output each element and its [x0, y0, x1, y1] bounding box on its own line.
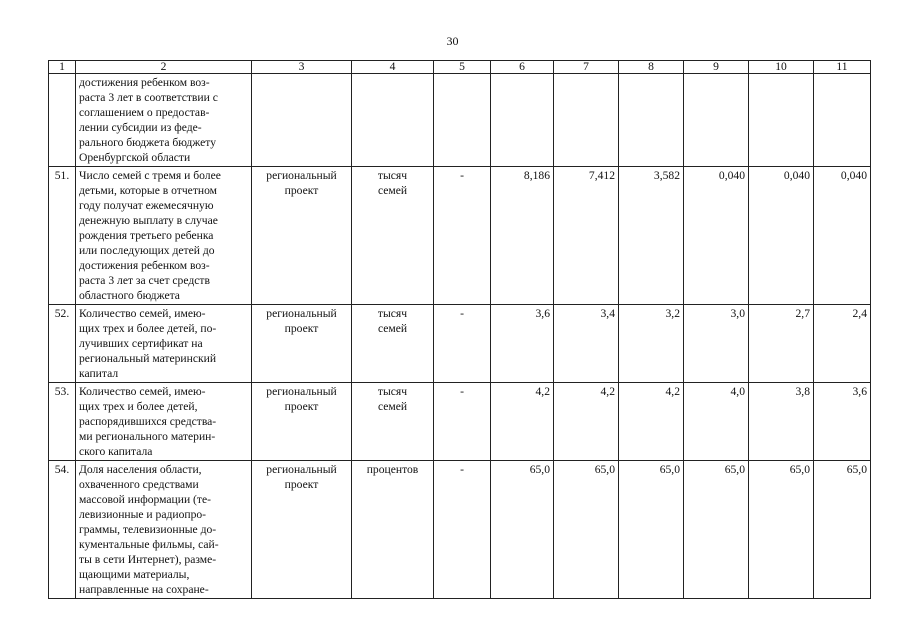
year-value-cell [684, 74, 749, 167]
base-value-cell [434, 74, 491, 167]
unit-line: семей [377, 184, 408, 197]
description-line: году получат ежемесячную [79, 199, 214, 212]
year-value-cell: 3,582 [619, 167, 684, 305]
description-line: лении субсидии из феде- [79, 121, 202, 134]
header-cell: 2 [76, 61, 252, 74]
source-line: региональный [266, 169, 337, 182]
source-line [255, 75, 348, 90]
year-value-cell: 65,0 [684, 461, 749, 599]
year-value-cell: 65,0 [491, 461, 554, 599]
row-number-cell: 54. [49, 461, 76, 599]
year-value-cell: 65,0 [619, 461, 684, 599]
year-value-cell: 3,8 [749, 383, 814, 461]
source-line: региональный [266, 385, 337, 398]
description-line: распорядившихся средства- [79, 415, 217, 428]
description-line: региональный материнский [79, 352, 217, 365]
row-number-cell [49, 74, 76, 167]
description-line: Число семей с тремя и более [79, 169, 221, 182]
table-row [49, 74, 871, 167]
unit-cell [352, 167, 434, 305]
source-cell [252, 74, 352, 167]
unit-cell [352, 383, 434, 461]
description-line: раста 3 лет за счет средств [79, 274, 210, 287]
description-line: Количество семей, имею- [79, 385, 206, 398]
year-value-cell: 65,0 [749, 461, 814, 599]
description-line: Доля населения области, [79, 463, 202, 476]
unit-line: тысяч [377, 169, 408, 182]
description-line: направленные на сохране- [79, 583, 209, 596]
source-line: проект [284, 184, 319, 197]
year-value-cell: 4,2 [491, 383, 554, 461]
source-line: региональный [266, 463, 337, 476]
description-line: ского капитала [79, 445, 153, 458]
source-cell [252, 167, 352, 305]
source-cell [252, 383, 352, 461]
description-line: щих трех и более детей, по- [79, 322, 217, 335]
description-line: раста 3 лет в соответствии с [79, 91, 218, 104]
description-line: охваченного средствами [79, 478, 199, 491]
header-cell: 6 [491, 61, 554, 74]
page-number: 30 [446, 34, 459, 48]
indicator-description-cell [76, 383, 252, 461]
table-row [49, 305, 871, 383]
description-line: капитал [79, 367, 119, 380]
description-line: соглашением о предостав- [79, 106, 210, 119]
header-cell: 3 [252, 61, 352, 74]
unit-line: семей [377, 400, 408, 413]
year-value-cell [554, 74, 619, 167]
description-line: кументальные фильмы, сай- [79, 538, 219, 551]
year-value-cell: 7,412 [554, 167, 619, 305]
year-value-cell: 3,4 [554, 305, 619, 383]
header-cell: 1 [49, 61, 76, 74]
indicator-description-cell [76, 167, 252, 305]
header-cell: 4 [352, 61, 434, 74]
description-line: рождения третьего ребенка [79, 229, 214, 242]
year-value-cell: 2,7 [749, 305, 814, 383]
header-cell: 7 [554, 61, 619, 74]
description-line: областного бюджета [79, 289, 180, 302]
unit-line: тысяч [377, 307, 408, 320]
year-value-cell [749, 74, 814, 167]
base-value-cell: - [434, 461, 491, 599]
description-line: лучивших сертификат на [79, 337, 203, 350]
unit-line: тысяч [377, 385, 408, 398]
base-value-cell: - [434, 167, 491, 305]
year-value-cell: 0,040 [749, 167, 814, 305]
year-value-cell: 65,0 [554, 461, 619, 599]
description-line: Количество семей, имею- [79, 307, 206, 320]
description-line: детьми, которые в отчетном [79, 184, 218, 197]
year-value-cell: 4,2 [554, 383, 619, 461]
header-cell: 8 [619, 61, 684, 74]
year-value-cell [619, 74, 684, 167]
indicator-description-cell [76, 461, 252, 599]
base-value-cell: - [434, 383, 491, 461]
unit-cell [352, 461, 434, 599]
source-line: проект [284, 400, 319, 413]
unit-line: процентов [366, 463, 419, 476]
description-line: достижения ребенком воз- [79, 76, 210, 89]
source-cell [252, 461, 352, 599]
description-line: или последующих детей до [79, 244, 215, 257]
year-value-cell: 0,040 [814, 167, 871, 305]
description-line: щих трех и более детей, [79, 400, 198, 413]
year-value-cell: 2,4 [814, 305, 871, 383]
header-cell: 10 [749, 61, 814, 74]
table-row [49, 461, 871, 599]
year-value-cell: 8,186 [491, 167, 554, 305]
year-value-cell: 3,6 [491, 305, 554, 383]
year-value-cell [491, 74, 554, 167]
description-line: массовой информации (те- [79, 493, 211, 506]
description-line: ми регионального материн- [79, 430, 216, 443]
year-value-cell: 0,040 [684, 167, 749, 305]
source-cell [252, 305, 352, 383]
description-line: ты в сети Интернет), разме- [79, 553, 217, 566]
unit-line: семей [377, 322, 408, 335]
source-line: проект [284, 322, 319, 335]
row-number-cell: 53. [49, 383, 76, 461]
year-value-cell: 3,2 [619, 305, 684, 383]
description-line: достижения ребенком воз- [79, 259, 210, 272]
header-cell: 11 [814, 61, 871, 74]
header-cell: 5 [434, 61, 491, 74]
description-line: щающими материалы, [79, 568, 190, 581]
unit-cell [352, 74, 434, 167]
year-value-cell: 4,2 [619, 383, 684, 461]
year-value-cell: 4,0 [684, 383, 749, 461]
source-line [255, 90, 348, 105]
year-value-cell: 3,0 [684, 305, 749, 383]
unit-line [355, 477, 430, 492]
year-value-cell: 3,6 [814, 383, 871, 461]
table-header-row [49, 61, 871, 74]
row-number-cell: 51. [49, 167, 76, 305]
indicator-description-cell [76, 74, 252, 167]
table-row [49, 167, 871, 305]
description-line: левизионные и радиопро- [79, 508, 207, 521]
indicators-table [48, 60, 871, 599]
unit-cell [352, 305, 434, 383]
description-line: граммы, телевизионные до- [79, 523, 217, 536]
base-value-cell: - [434, 305, 491, 383]
indicator-description-cell [76, 305, 252, 383]
source-line: региональный [266, 307, 337, 320]
year-value-cell [814, 74, 871, 167]
header-cell: 9 [684, 61, 749, 74]
unit-line [355, 90, 430, 105]
description-line: Оренбургской области [79, 151, 191, 164]
description-line: рального бюджета бюджету [79, 136, 216, 149]
source-line: проект [284, 478, 319, 491]
table-row [49, 383, 871, 461]
unit-line [355, 75, 430, 90]
year-value-cell: 65,0 [814, 461, 871, 599]
description-line: денежную выплату в случае [79, 214, 218, 227]
row-number-cell: 52. [49, 305, 76, 383]
